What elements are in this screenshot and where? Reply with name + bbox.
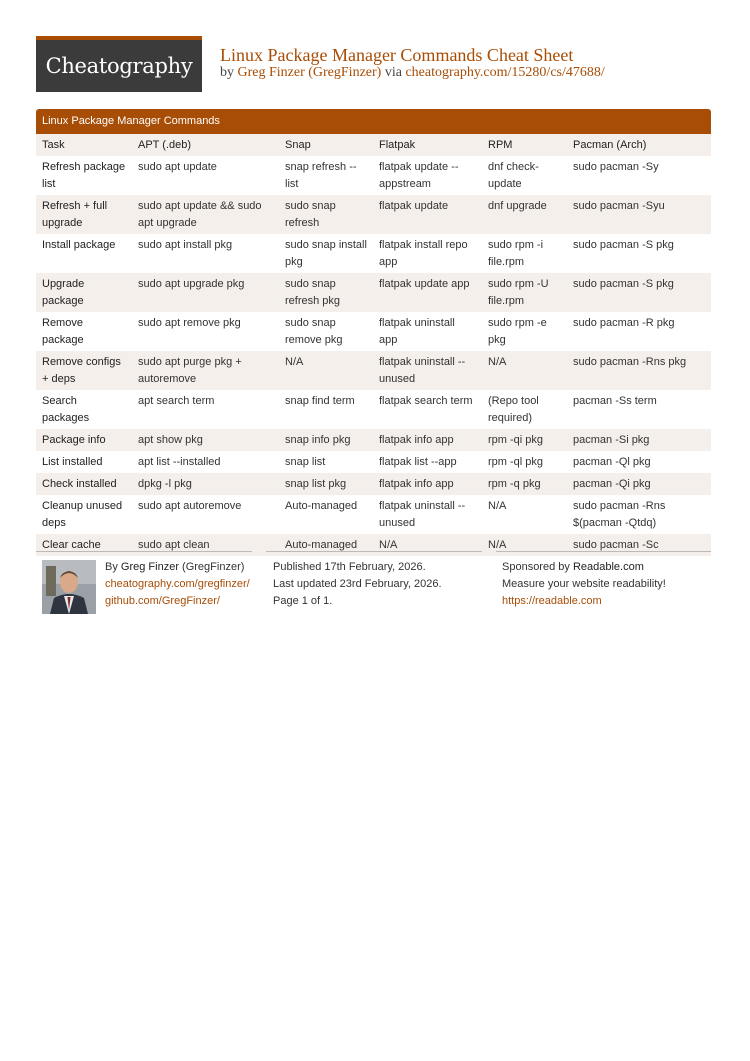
command-cell: flatpak list --app <box>379 456 457 468</box>
command-cell: sudo apt install pkg <box>138 239 233 251</box>
command-cell: snap find term <box>285 395 355 407</box>
command-cell: flatpak uninstall app <box>379 317 455 346</box>
command-cell: flatpak install repo app <box>379 239 468 268</box>
command-cell: Auto-managed <box>279 534 373 556</box>
command-cell: N/A <box>488 500 507 512</box>
command-cell: rpm -ql pkg <box>488 456 544 468</box>
footer-meta <box>273 559 442 610</box>
command-cell: pacman -Si pkg <box>567 429 711 451</box>
task-cell: Refresh + full upgrade <box>36 195 132 234</box>
command-cell: sudo apt clean <box>132 534 279 556</box>
column-header: Pacman (Arch) <box>567 134 711 156</box>
command-cell: sudo pacman -R pkg <box>573 317 675 329</box>
task-cell: Clear cache <box>36 534 132 556</box>
task-cell: List installed <box>42 456 103 468</box>
command-cell: dpkg -l pkg <box>132 473 279 495</box>
command-cell: rpm -qi pkg <box>482 429 567 451</box>
cheatography-logo[interactable] <box>36 36 202 92</box>
task-cell: Check installed <box>36 473 132 495</box>
command-cell: dnf upgrade <box>482 195 567 234</box>
command-cell: sudo pacman -Syu <box>567 195 711 234</box>
command-cell: snap list pkg <box>279 473 373 495</box>
column-header: APT (.deb) <box>132 134 279 156</box>
command-cell: flatpak update app <box>373 273 482 312</box>
command-cell: sudo pacman -S pkg <box>567 273 711 312</box>
command-cell: sudo apt update <box>138 161 217 173</box>
byline <box>220 65 605 81</box>
column-header: Snap <box>279 134 373 156</box>
command-cell: sudo snap remove pkg <box>285 317 343 346</box>
sponsor-link[interactable]: https://readable.com <box>502 595 602 607</box>
byline-by: by <box>220 65 234 80</box>
footer-divider <box>36 551 252 552</box>
updated-date: Last updated 23rd February, 2026. <box>273 578 442 590</box>
table-row <box>36 451 711 473</box>
page-count: Page 1 of 1. <box>273 595 333 607</box>
sponsor-label: Sponsored by <box>502 561 570 573</box>
footer-author <box>105 559 250 610</box>
author-avatar <box>42 560 96 614</box>
footer-author-handle: (GregFinzer) <box>182 561 245 573</box>
commands-section <box>36 109 711 556</box>
column-header: Task <box>36 134 132 156</box>
command-cell: N/A <box>279 351 373 390</box>
command-cell: sudo apt autoremove <box>138 500 242 512</box>
table-row <box>36 351 711 390</box>
command-cell: sudo rpm -U file.rpm <box>482 273 567 312</box>
command-cell: sudo snap refresh <box>279 195 373 234</box>
command-cell: sudo apt purge pkg + autoremove <box>132 351 279 390</box>
command-cell: sudo pacman -Rns $(pacman -Qtdq) <box>573 500 666 529</box>
command-cell: flatpak update <box>373 195 482 234</box>
author-link[interactable]: Greg Finzer (GregFinzer) <box>237 65 382 80</box>
table-row <box>36 429 711 451</box>
github-link[interactable]: github.com/GregFinzer/ <box>105 595 220 607</box>
command-cell: rpm -q pkg <box>482 473 567 495</box>
table-row <box>36 312 711 351</box>
logo-text: Cheatography <box>45 54 193 78</box>
table-row <box>36 534 711 556</box>
section-title: Linux Package Manager Commands <box>36 109 711 134</box>
footer-sponsor <box>502 559 666 610</box>
footer-by: By <box>105 561 118 573</box>
command-cell: flatpak uninstall --unused <box>379 500 466 529</box>
command-cell: sudo snap install pkg <box>285 239 367 268</box>
footer-author-name: Greg Finzer <box>120 561 179 573</box>
command-cell: sudo rpm -i file.rpm <box>488 239 544 268</box>
task-cell: Refresh package list <box>42 161 126 190</box>
command-cell: pacman -Qi pkg <box>567 473 711 495</box>
command-cell: sudo pacman -S pkg <box>573 239 674 251</box>
table-header-row <box>36 134 711 156</box>
task-cell: Remove package <box>42 317 84 346</box>
table-row <box>36 473 711 495</box>
cheatography-profile-link[interactable]: cheatography.com/gregfinzer/ <box>105 578 250 590</box>
command-cell: pacman -Ss term <box>573 395 657 407</box>
command-cell: sudo pacman -Rns pkg <box>567 351 711 390</box>
command-cell: sudo pacman -Sy <box>573 161 659 173</box>
command-cell: flatpak uninstall --unused <box>373 351 482 390</box>
command-cell: sudo rpm -e pkg <box>488 317 547 346</box>
table-row <box>36 234 711 273</box>
command-cell: apt list --installed <box>138 456 221 468</box>
command-cell: Auto-managed <box>285 500 358 512</box>
byline-via: via <box>384 65 402 80</box>
command-cell: N/A <box>373 534 482 556</box>
command-cell: sudo apt remove pkg <box>138 317 241 329</box>
command-cell: sudo apt upgrade pkg <box>132 273 279 312</box>
table-row <box>36 195 711 234</box>
table-row <box>36 156 711 195</box>
commands-table <box>36 134 711 556</box>
sheet-url-link[interactable]: cheatography.com/15280/cs/47688/ <box>405 65 605 80</box>
command-cell: flatpak update --appstream <box>379 161 459 190</box>
task-cell: Install package <box>42 239 116 251</box>
sponsor-name[interactable]: Readable.com <box>572 561 644 573</box>
command-cell: flatpak info app <box>373 473 482 495</box>
command-cell: snap list <box>285 456 326 468</box>
footer-divider <box>496 551 711 552</box>
column-header: RPM <box>482 134 567 156</box>
command-cell: snap refresh --list <box>285 161 357 190</box>
command-cell: sudo snap refresh pkg <box>279 273 373 312</box>
task-cell: Remove configs + deps <box>36 351 132 390</box>
command-cell: N/A <box>482 351 567 390</box>
table-row <box>36 495 711 534</box>
command-cell: (Repo tool required) <box>488 395 539 424</box>
command-cell: apt show pkg <box>132 429 279 451</box>
command-cell: flatpak info app <box>373 429 482 451</box>
published-date: Published 17th February, 2026. <box>273 561 426 573</box>
column-header: Flatpak <box>373 134 482 156</box>
task-cell: Package info <box>36 429 132 451</box>
table-row <box>36 273 711 312</box>
command-cell: sudo apt update && sudo apt upgrade <box>132 195 279 234</box>
sponsor-tagline: Measure your website readability! <box>502 578 666 590</box>
task-cell: Cleanup unused deps <box>42 500 123 529</box>
command-cell: dnf check-update <box>488 161 539 190</box>
command-cell: N/A <box>482 534 567 556</box>
command-cell: apt search term <box>138 395 215 407</box>
command-cell: snap info pkg <box>279 429 373 451</box>
command-cell: sudo pacman -Sc <box>567 534 711 556</box>
task-cell: Upgrade package <box>36 273 132 312</box>
footer-divider <box>266 551 482 552</box>
table-row <box>36 390 711 429</box>
page-title: Linux Package Manager Commands Cheat Sheet <box>220 45 574 65</box>
task-cell: Search packages <box>42 395 90 424</box>
command-cell: flatpak search term <box>379 395 473 407</box>
command-cell: pacman -Ql pkg <box>573 456 651 468</box>
